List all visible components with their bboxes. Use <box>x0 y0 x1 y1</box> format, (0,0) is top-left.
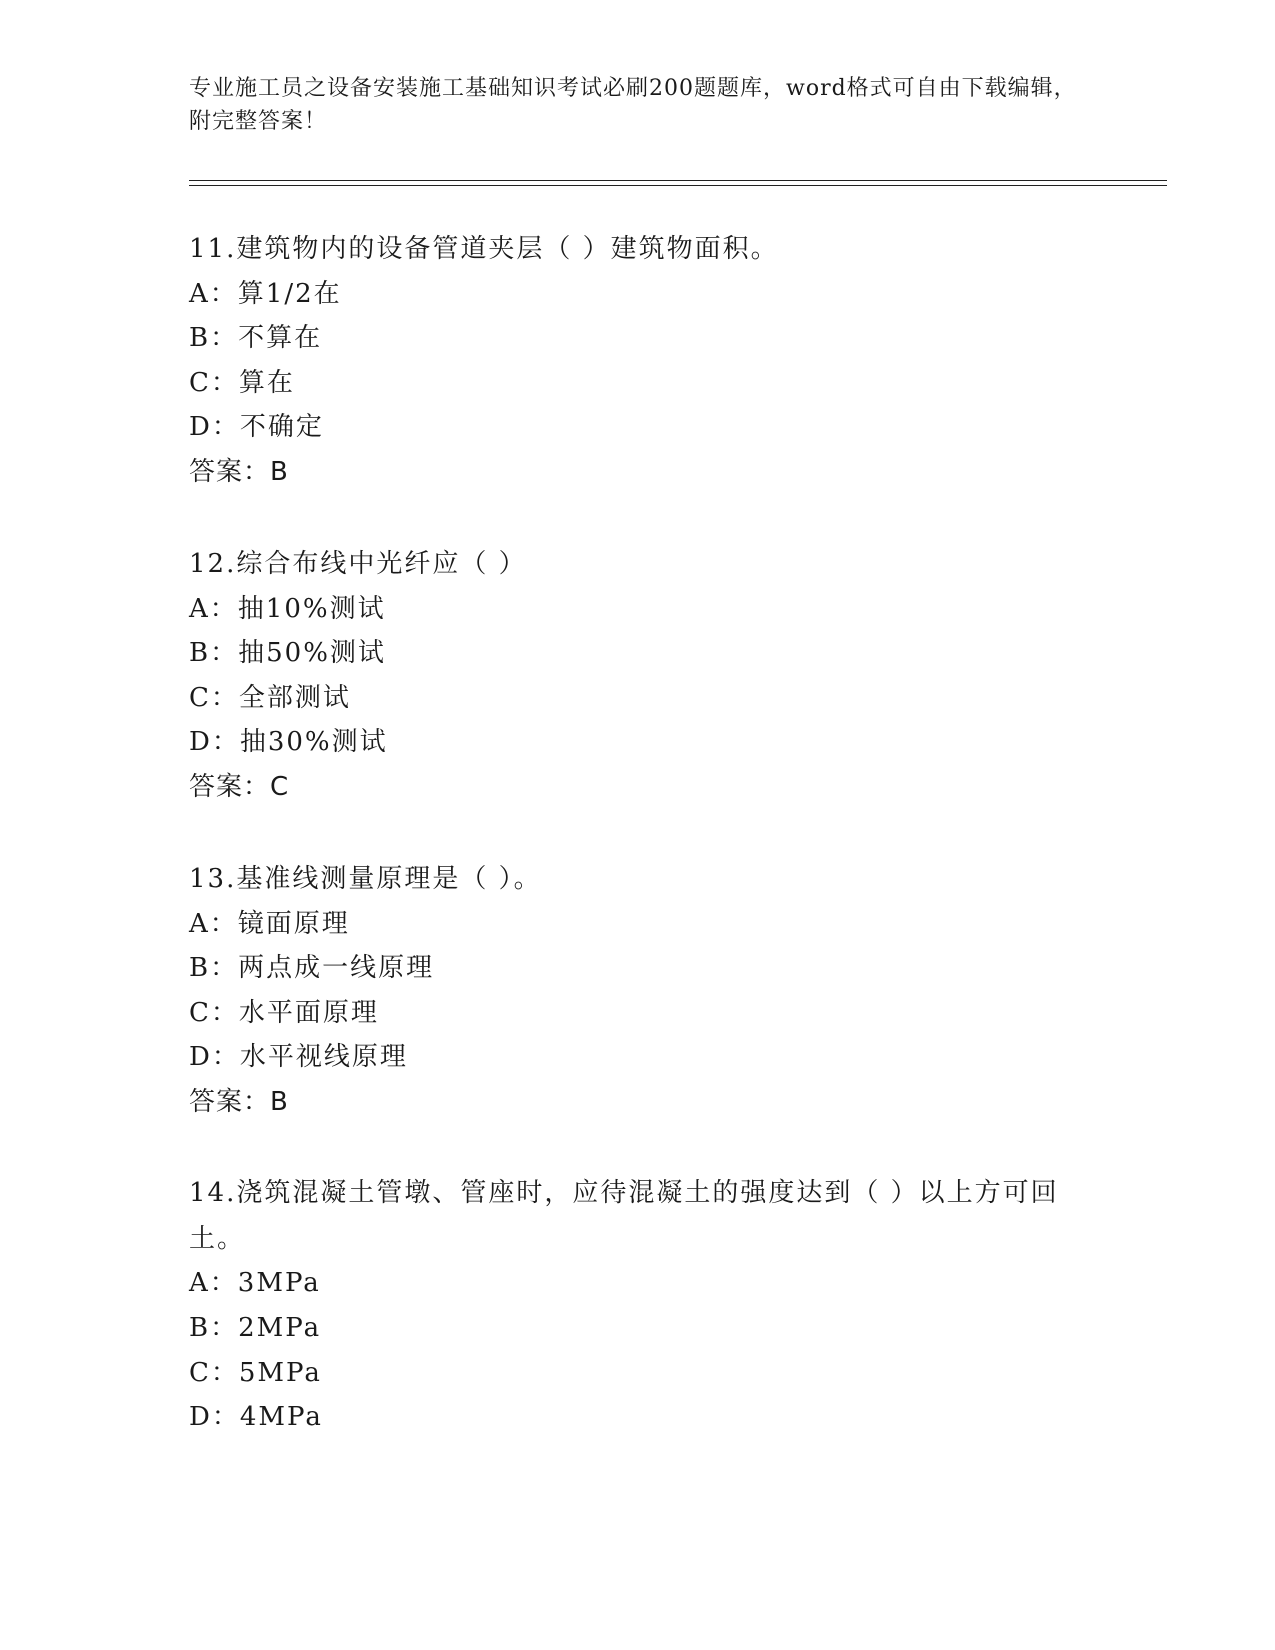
question-text: 14.浇筑混凝土管墩、管座时，应待混凝土的强度达到（ ）以上方可回土。 <box>189 1178 1059 1254</box>
header-divider-bottom <box>189 185 1167 186</box>
option-a: A：算1/2在 <box>189 279 342 309</box>
option-d: D：不确定 <box>189 412 324 442</box>
answer-label: 答案：B <box>189 1087 289 1117</box>
option-c: C：算在 <box>189 368 295 398</box>
option-d: D：4MPa <box>189 1402 323 1432</box>
option-d: D：水平视线原理 <box>189 1042 408 1072</box>
option-a: A：镜面原理 <box>189 909 350 939</box>
option-b: B：两点成一线原理 <box>189 953 435 983</box>
option-c: C：5MPa <box>189 1358 322 1388</box>
question-text: 13.基准线测量原理是（ ）。 <box>189 864 542 894</box>
option-d: D：抽30%测试 <box>189 727 388 757</box>
option-c: C：水平面原理 <box>189 998 379 1028</box>
document-header: 专业施工员之设备安装施工基础知识考试必刷200题题库，word格式可自由下载编辑，附完整答案！ <box>189 76 1077 134</box>
option-b: B：2MPa <box>189 1313 322 1343</box>
option-b: B：不算在 <box>189 323 323 353</box>
option-c: C：全部测试 <box>189 683 351 713</box>
answer-label: 答案：B <box>189 457 289 487</box>
answer-label: 答案：C <box>189 772 290 802</box>
option-a: A：抽10%测试 <box>189 594 386 624</box>
question-text: 12.综合布线中光纤应（ ） <box>189 549 527 579</box>
header-divider-top <box>189 180 1167 181</box>
option-b: B：抽50%测试 <box>189 638 386 668</box>
question-text: 11.建筑物内的设备管道夹层（ ）建筑物面积。 <box>189 234 779 264</box>
option-a: A：3MPa <box>189 1268 321 1298</box>
